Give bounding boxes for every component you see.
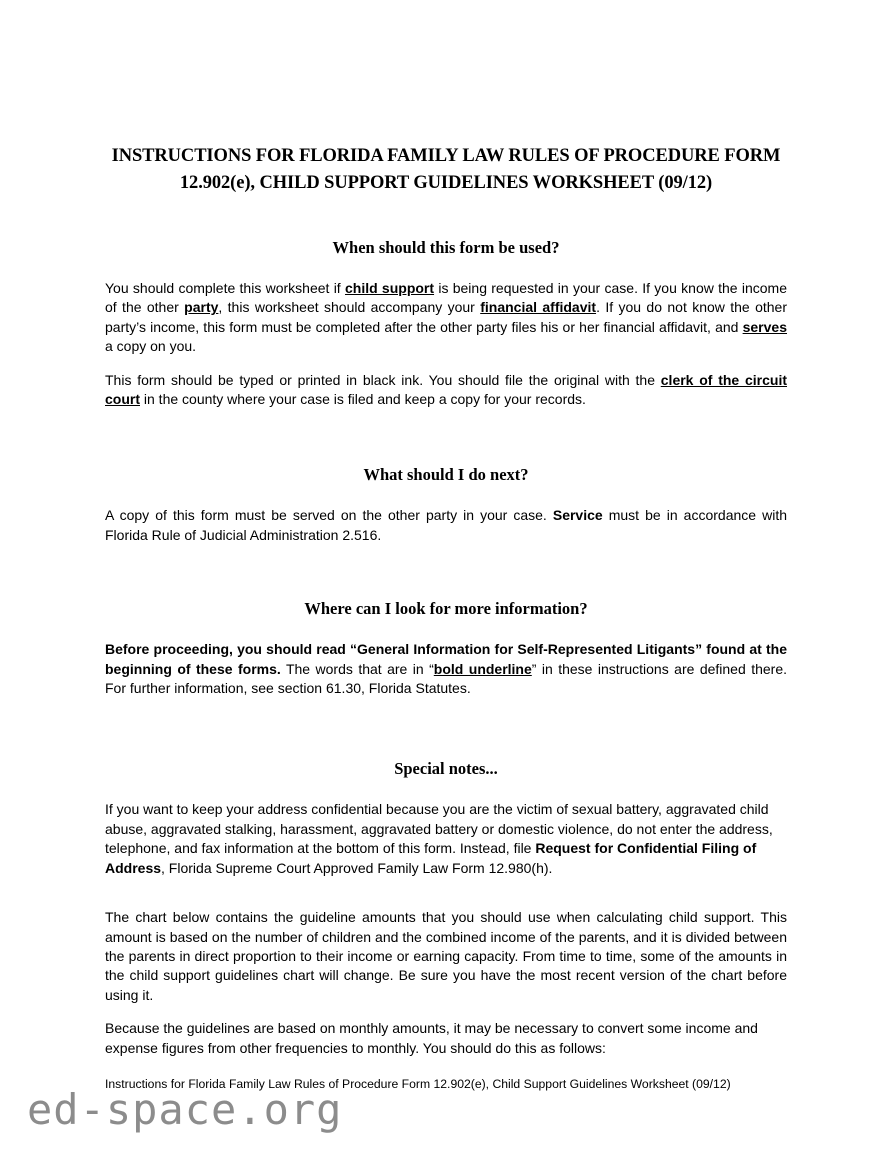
watermark: ed-space.org — [27, 1085, 343, 1134]
paragraph-when-used-2 — [105, 371, 787, 410]
text-fragment: . If you do not know the other party’s income, this form must be completed after the other party files his or her financial affidavit, and — [105, 299, 788, 335]
text-fragment: , Florida Supreme Court Approved Family Law Form 12.980(h). — [161, 859, 553, 876]
paragraph-special-notes-1 — [105, 800, 787, 878]
glossary-term-bold-underline: bold underline — [433, 660, 532, 677]
glossary-term-party: party — [184, 299, 219, 316]
document-footer: Instructions for Florida Family Law Rules of Procedure Form 12.902(e), Child Support Guidelines Worksheet (09/12) — [105, 1076, 731, 1091]
page-title-line-1: INSTRUCTIONS FOR FLORIDA FAMILY LAW RULES OF PROCEDURE FORM — [111, 146, 781, 166]
document-content — [105, 0, 787, 1093]
text-fragment: is being requested in your case. If you know the income of the other — [105, 280, 788, 316]
section-heading-more-info: Where can I look for more information? — [304, 599, 588, 619]
paragraph-more-info-1 — [105, 640, 787, 698]
text-fragment: A copy of this form must be served on the other party in your case. — [105, 507, 553, 524]
glossary-term-financial-affidavit: financial affidavit — [480, 299, 597, 316]
text-fragment: , this worksheet should accompany your — [218, 299, 481, 316]
text-fragment: You should complete this worksheet if — [105, 280, 345, 296]
emphasis-request-for-confidential-filing-of-address: Request for Confidential Filing of Address — [105, 840, 757, 876]
paragraph-monthly-conversion: Because the guidelines are based on monthly amounts, it may be necessary to convert some income and expense figures from other frequencies to monthly. You should do this as follows: — [105, 1020, 758, 1056]
page-title-line-2: 12.902(e), CHILD SUPPORT GUIDELINES WORKSHEET (09/12) — [179, 173, 713, 193]
paragraph-when-used-1 — [105, 279, 787, 357]
glossary-term-clerk-of-the-circuit-court: clerk of the circuit court — [105, 371, 788, 408]
glossary-term-child-support: child support — [344, 280, 435, 296]
text-fragment: must be in accordance with Florida Rule of Judicial Administration 2.516. — [105, 507, 787, 543]
paragraph-guideline-chart: The chart below contains the guideline amounts that you should use when calculating child support. This amount is based on the number of children and the combined income of the parents, and it is divided between the parents in direct proportion to their income or earning capacity. From time to time, some of the amounts in the child support guidelines chart will change. Be sure you have the most recent version of the chart before using it. — [105, 909, 787, 1003]
text-fragment: The words that are in “ — [280, 660, 434, 677]
paragraph-do-next-1 — [105, 506, 787, 545]
page-title — [105, 0, 787, 197]
emphasis-service: Service — [552, 507, 603, 524]
text-fragment: ” in these instructions are defined there. For further information, see section 61.30, Florida Statutes. — [105, 660, 787, 697]
text-fragment: If you want to keep your address confidential because you are the victim of sexual battery, aggravated child abuse, aggravated stalking, harassment, aggravated battery or domestic violence, do not enter the address, telephone, and fax information at the bottom of this form. Instead, file — [105, 801, 773, 857]
glossary-term-serves: serves — [742, 318, 787, 335]
section-heading-special-notes: Special notes... — [394, 759, 498, 779]
section-heading-when-used: When should this form be used? — [332, 238, 560, 257]
text-fragment: in the county where your case is filed and keep a copy for your records. — [140, 391, 586, 408]
text-fragment: a copy on you. — [105, 338, 197, 355]
section-heading-do-next: What should I do next? — [363, 465, 529, 485]
text-fragment: This form should be typed or printed in black ink. You should file the original with the — [105, 371, 661, 388]
emphasis-before-proceeding: Before proceeding, you should read “General Information for Self-Represented Litigants” found at the beginning of these forms. — [105, 641, 787, 677]
